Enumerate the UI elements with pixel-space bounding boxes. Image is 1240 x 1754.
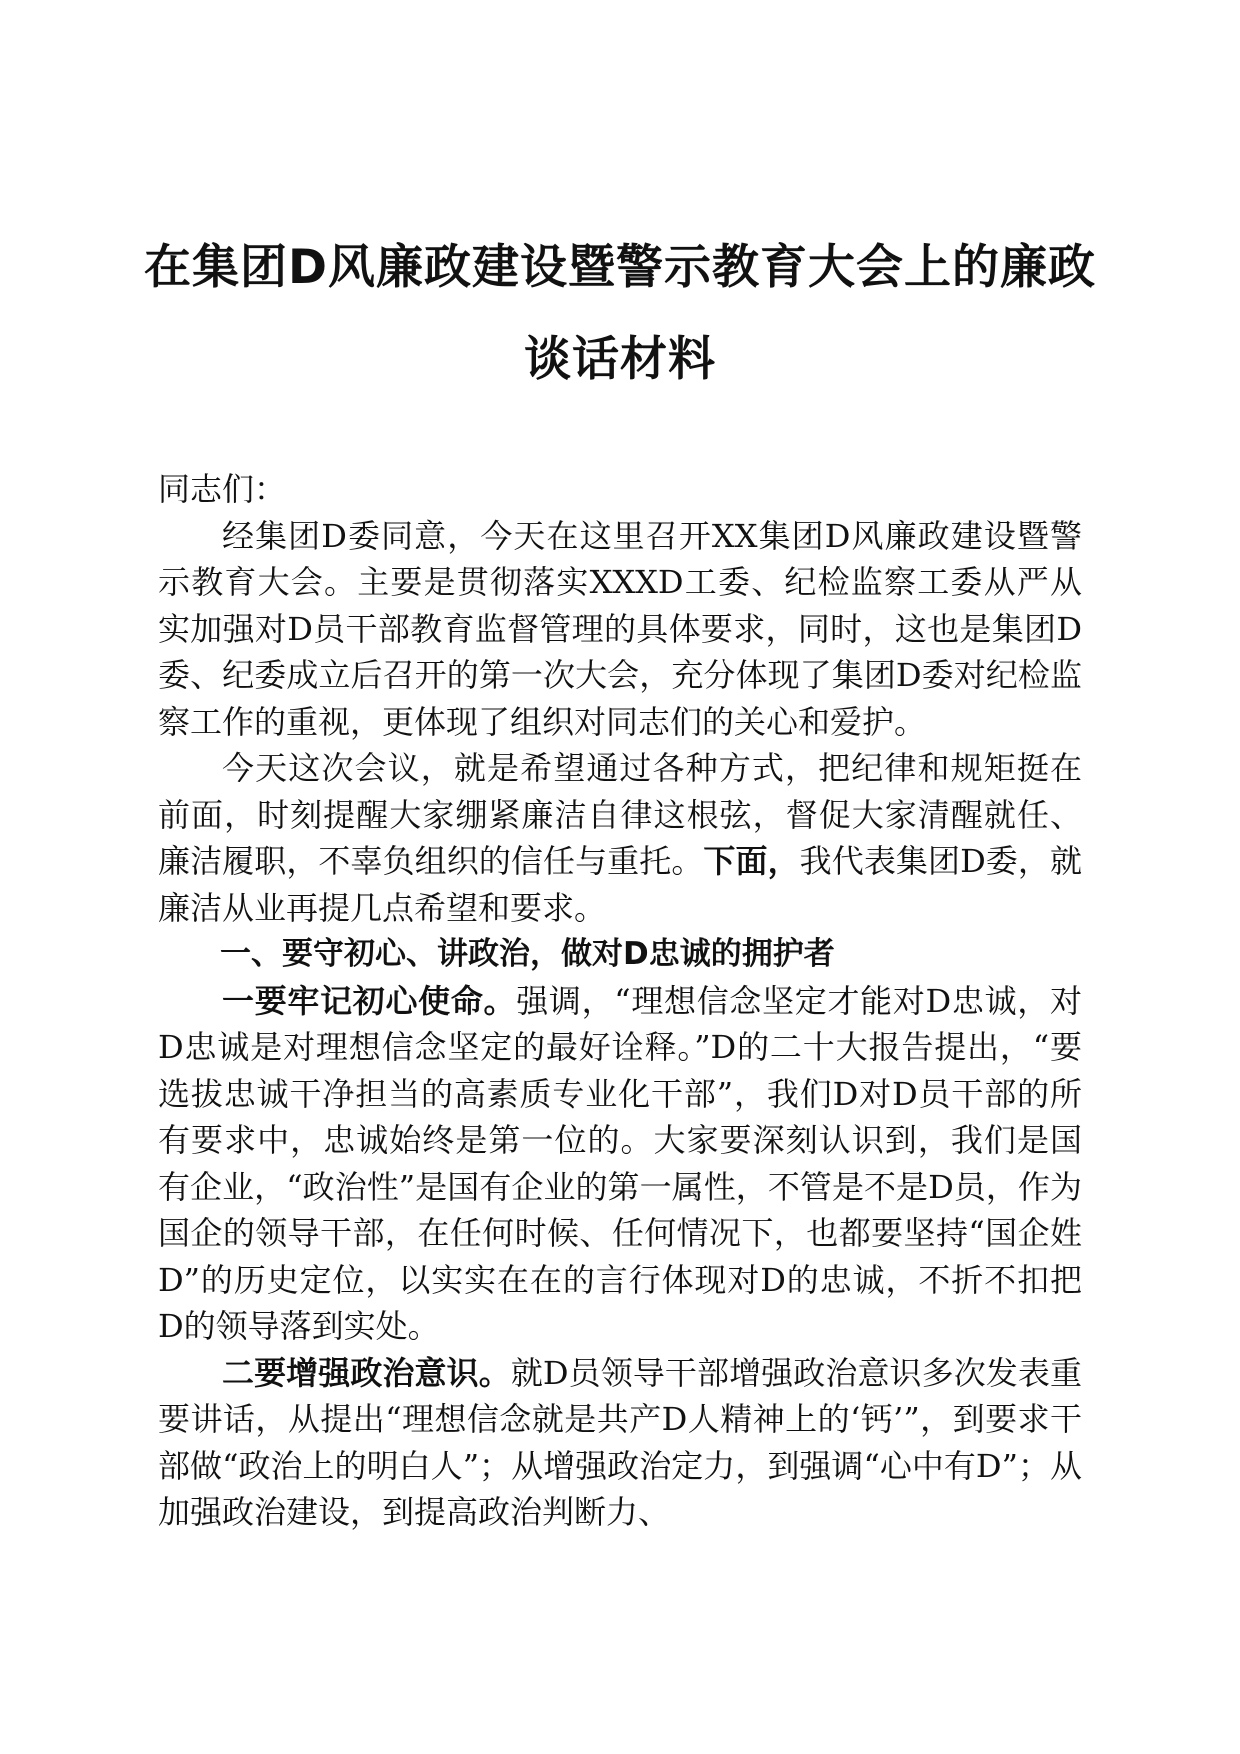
- point-2-text: 就D员领导干部增强政治意识多次发表重要讲话，从提出“理想信念就是共产D人精神上的‘钙’”，到要求干部做“政治上的明白人”；从增强政治定力，到强调“心中有D”；从加强政治建设，到提高政治判断力、: [158, 1353, 1082, 1531]
- paragraph-purpose-tail: 我代表集团D委，就廉洁从业再提几点希望和要求。: [158, 842, 1082, 927]
- section-heading-1: 一、要守初心、讲政治，做对D忠诚的拥护者: [220, 936, 835, 972]
- point-1-lead: 一要牢记初心使命。: [222, 981, 517, 1020]
- greeting: 同志们：: [158, 470, 287, 508]
- paragraph-point-1: [158, 978, 1082, 1350]
- paragraph-purpose-bold: 下面，: [703, 842, 800, 880]
- paragraph-purpose-text: 今天这次会议，就是希望通过各种方式，把纪律和规矩挺在前面，时刻提醒大家绷紧廉洁自律这根弦，督促大家清醒就任、廉洁履职，不辜负组织的信任与重托。: [158, 749, 1082, 880]
- paragraph-point-2: [158, 1350, 1082, 1536]
- point-2-lead: 二要增强政治意识。: [222, 1353, 511, 1392]
- document-body: [158, 466, 1082, 1536]
- paragraph-purpose: [158, 745, 1082, 931]
- document-title: 在集团D风廉政建设暨警示教育大会上的廉政谈话材料: [143, 240, 1096, 387]
- paragraph-intro: 经集团D委同意，今天在这里召开XX集团D风廉政建设暨警示教育大会。主要是贯彻落实XXXD工委、纪检监察工委从严从实加强对D员干部教育监督管理的具体要求，同时，这也是集团D委、纪委成立后召开的第一次大会，充分体现了集团D委对纪检监察工作的重视，更体现了组织对同志们的关心和爱护。: [158, 516, 1082, 741]
- point-1-text: 强调，“理想信念坚定才能对D忠诚，对D忠诚是对理想信念坚定的最好诠释。”D的二十大报告提出，“要选拔忠诚干净担当的高素质专业化干部”，我们D对D员干部的所有要求中，忠诚始终是第一位的。大家要深刻认识到，我们是国有企业，“政治性”是国有企业的第一属性，不管是不是D员，作为国企的领导干部，在任何时候、任何情况下，也都要坚持“国企姓D”的历史定位，以实实在在的言行体现对D的忠诚，不折不扣把D的领导落到实处。: [158, 981, 1082, 1345]
